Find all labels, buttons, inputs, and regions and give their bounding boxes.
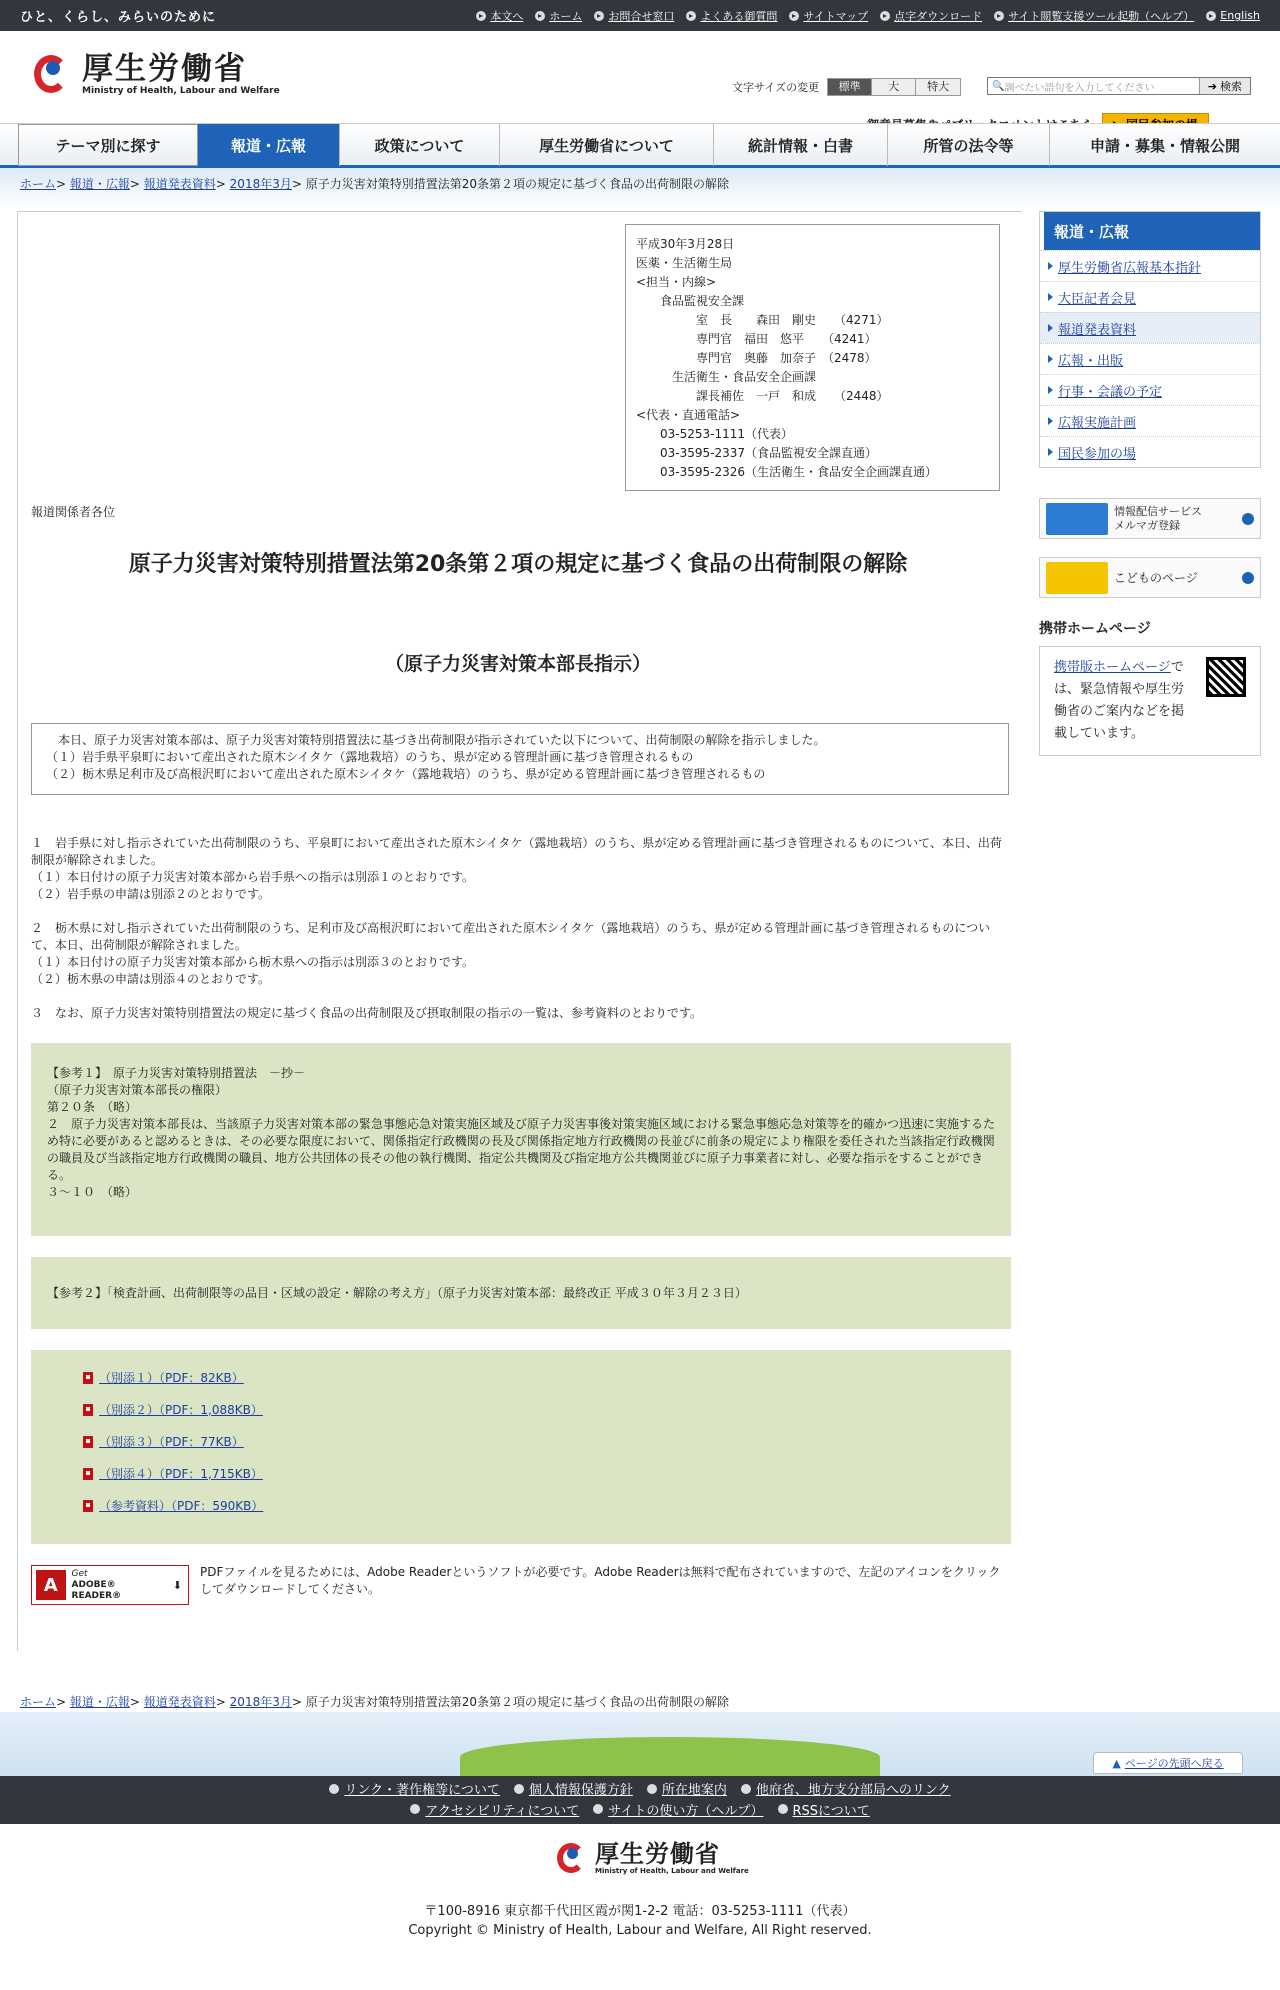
mhlw-logo-icon xyxy=(553,1840,589,1876)
font-size-control xyxy=(732,78,961,96)
nav-theme[interactable]: テーマ別に探す xyxy=(18,124,198,166)
reference-line: （原子力災害対策本部長の権限） xyxy=(47,1083,228,1097)
logo-text-en: Ministry of Health, Labour and Welfare xyxy=(82,86,280,96)
footer-logo xyxy=(553,1840,749,1876)
sidebar-nav xyxy=(1039,211,1261,468)
get-adobe-reader-button[interactable] xyxy=(31,1565,189,1605)
adobe-logo-icon: A xyxy=(36,1570,66,1600)
download-icon: ⬇ xyxy=(172,1578,182,1592)
global-nav xyxy=(0,123,1280,168)
arrow-icon xyxy=(1048,417,1053,425)
arrow-icon xyxy=(593,1804,603,1814)
footer-link-accessibility[interactable]: アクセシビリティについて xyxy=(410,1800,579,1819)
link-accessibility-tool[interactable]: サイト閲覧支援ツール起動（ヘルプ） xyxy=(994,8,1194,24)
body-paragraph: （２）栃木県の申請は別添４のとおりです。 xyxy=(31,972,271,986)
nav-laws[interactable]: 所管の法令等 xyxy=(888,124,1050,166)
arrow-icon xyxy=(514,1784,524,1794)
sidebar-item-events[interactable]: 行事・会議の予定 xyxy=(1040,374,1260,405)
utility-links xyxy=(476,8,1260,24)
body-paragraph: ２ 栃木県に対し指示されていた出荷制限のうち、足利市及び高根沢町において産出された原木シイタケ（露地栽培）のうち、県が定める管理計画に基づき管理されるものについて、本日、出荷制限が解除されました。 xyxy=(31,921,991,952)
pdf-icon xyxy=(83,1372,93,1384)
reference-1 xyxy=(31,1043,1011,1236)
footer-logo-en: Ministry of Health, Labour and Welfare xyxy=(595,1867,749,1875)
main-content xyxy=(17,211,1022,1651)
nav-policy[interactable]: 政策について xyxy=(340,124,500,166)
sidebar-item-participation[interactable]: 国民参加の場 xyxy=(1040,436,1260,467)
link-contact[interactable]: お問合せ窓口 xyxy=(594,8,674,24)
search-button[interactable]: ➔ 検索 xyxy=(1199,78,1250,94)
breadcrumb-month[interactable]: 2018年3月 xyxy=(229,1695,292,1709)
link-braille[interactable]: 点字ダウンロード xyxy=(880,8,982,24)
contact-info: 平成30年3月28日 医薬・生活衛生局 <担当・内線> 食品監視安全課 室 長 森田 剛史 （4271） 専門官 福田 悠平 （4241） 専門官 奥藤 加奈子 （2478） 生活衛生・食品安全企画課 課長補佐 一戸 和成 （2448） <代表・直通電話> 03-5253-1111（代表） 03-3595-2337（食品監視安全課直通） 03-3595-2326（生活衛生・食品安全企画課直通） xyxy=(625,224,1000,491)
breadcrumb-bottom: ホーム> 報道・広報> 報道発表資料> 2018年3月> 原子力災害対策特別措置法第20条第２項の規定に基づく食品の出荷制限の解除 xyxy=(20,1695,730,1709)
search-icon: 🔍 xyxy=(992,80,1005,92)
top-utility-bar xyxy=(0,0,1280,31)
pdf-icon xyxy=(83,1500,93,1512)
body-paragraph: １ 岩手県に対し指示されていた出荷制限のうち、平泉町において産出された原木シイタケ（露地栽培）のうち、県が定める管理計画に基づき管理されるものについて、本日、出荷制限が解除されました。 xyxy=(31,836,1002,867)
breadcrumb-releases[interactable]: 報道発表資料 xyxy=(143,177,216,191)
arrow-icon xyxy=(1242,572,1254,584)
breadcrumb-current: 原子力災害対策特別措置法第20条第２項の規定に基づく食品の出荷制限の解除 xyxy=(305,177,730,191)
pdf-icon xyxy=(83,1404,93,1416)
breadcrumb-home[interactable]: ホーム xyxy=(20,1695,57,1709)
mobile-site-link[interactable]: 携帯版ホームページ xyxy=(1054,660,1171,675)
arrow-icon xyxy=(410,1804,420,1814)
arrow-icon xyxy=(1048,293,1053,301)
arrow-icon xyxy=(789,11,799,21)
summary-line: 本日、原子力災害対策本部は、原子力災害対策特別措置法に基づき出荷制限が指示されていた以下について、出荷制限の解除を指示しました。 xyxy=(46,733,826,747)
arrow-icon xyxy=(594,11,604,21)
arrow-icon: ➔ xyxy=(1207,79,1217,93)
breadcrumb: ホーム> 報道・広報> 報道発表資料> 2018年3月> 原子力災害対策特別措置法第20条第２項の規定に基づく食品の出荷制限の解除 xyxy=(20,177,730,191)
body-text xyxy=(31,835,1009,1022)
qr-code-icon xyxy=(1206,657,1246,697)
mailmagazine-banner[interactable]: 情報配信サービス メルマガ登録 xyxy=(1039,498,1261,539)
link-skip-to-content[interactable]: 本文へ xyxy=(476,8,523,24)
attachment-link-reference[interactable]: （参考資料）（PDF：590KB） xyxy=(99,1498,264,1513)
body-paragraph: ３ なお、原子力災害対策特別措置法の規定に基づく食品の出荷制限及び摂取制限の指示の一覧は、参考資料のとおりです。 xyxy=(31,1006,703,1020)
logo-text-jp: 厚生労働省 xyxy=(82,51,247,87)
breadcrumb-month[interactable]: 2018年3月 xyxy=(229,177,292,191)
link-sitemap[interactable]: サイトマップ xyxy=(789,8,868,24)
sidebar-item-press-conference[interactable]: 大臣記者会見 xyxy=(1040,281,1260,312)
address-text: 〒100-8916 東京都千代田区霞が関1-2-2 電話：03-5253-1111（代表） xyxy=(424,1904,856,1919)
reference-line: 第２０条 （略） xyxy=(47,1100,138,1114)
mobile-text: では、緊急情報や厚生労働省のご案内などを掲載しています。 xyxy=(1054,660,1185,741)
sidebar-item-pr-plan[interactable]: 広報実施計画 xyxy=(1040,405,1260,436)
site-search xyxy=(987,77,1251,95)
arrow-icon xyxy=(778,1804,788,1814)
kids-icon xyxy=(1046,562,1108,594)
sidebar xyxy=(1039,211,1261,756)
town-illustration xyxy=(460,1737,880,1777)
nav-about[interactable]: 厚生労働省について xyxy=(500,124,714,166)
nav-statistics[interactable]: 統計情報・白書 xyxy=(714,124,888,166)
body-paragraph: （１）本日付けの原子力災害対策本部から岩手県への指示は別添１のとおりです。 xyxy=(31,870,475,884)
arrow-icon xyxy=(1242,513,1254,525)
sidebar-item-press-releases[interactable]: 報道発表資料 xyxy=(1040,312,1260,343)
sidebar-heading: 報道・広報 xyxy=(1040,212,1260,250)
breadcrumb-current: 原子力災害対策特別措置法第20条第２項の規定に基づく食品の出荷制限の解除 xyxy=(305,1695,730,1709)
attachment-link-1[interactable]: （別添１）（PDF：82KB） xyxy=(99,1370,244,1385)
copyright-text: Copyright © Ministry of Health, Labour and Welfare, All Right reserved. xyxy=(408,1923,872,1938)
site-header xyxy=(0,31,1280,123)
sidebar-item-pr-policy[interactable]: 厚生労働省広報基本指針 xyxy=(1040,250,1260,281)
breadcrumb-releases[interactable]: 報道発表資料 xyxy=(143,1695,216,1709)
footer-link-location[interactable]: 所在地案内 xyxy=(647,1779,727,1798)
link-english[interactable]: English xyxy=(1206,8,1260,24)
summary-line: （１）岩手県平泉町において産出された原木シイタケ（露地栽培）のうち、県が定める管理計画に基づき管理されるもの xyxy=(46,750,694,764)
reference-line: ２ 原子力災害対策本部長は、当該原子力災害対策本部の緊急事態応急対策実施区域及び原子力災害事後対策実施区域における緊急事態応急対策等を的確かつ迅速に実施するため特に必要があると認めるときは、その必要な限度において、関係指定行政機関の長及び関係指定地方行政機関の長並びに前条の規定により権限を委任された当該指定行政機関の職員及び当該指定地方行政機関の職員、地方公共団体の長その他の執行機関、指定公共機関及び指定地方公共機関並びに原子力事業者に対し、必要な指示をすることができる。 xyxy=(47,1117,996,1182)
arrow-icon xyxy=(1048,386,1053,394)
pdf-icon xyxy=(83,1468,93,1480)
mobile-heading: 携帯ホームページ xyxy=(1039,621,1151,637)
back-to-top-button[interactable]: ▲ ページの先頭へ戻る xyxy=(1093,1752,1243,1774)
breadcrumb-home[interactable]: ホーム xyxy=(20,177,57,191)
arrow-icon xyxy=(1048,262,1053,270)
page-subtitle: （原子力災害対策本部長指示） xyxy=(384,653,651,675)
attachment-link-4[interactable]: （別添４）（PDF：1,715KB） xyxy=(99,1466,263,1481)
pdf-icon xyxy=(83,1436,93,1448)
nav-applications[interactable]: 申請・募集・情報公開 xyxy=(1089,136,1240,155)
arrow-icon xyxy=(880,11,890,21)
arrow-icon xyxy=(1048,448,1053,456)
envelope-icon xyxy=(1046,503,1108,535)
arrow-up-icon: ▲ xyxy=(1112,1756,1121,1770)
font-size-label: 文字サイズの変更 xyxy=(732,81,820,94)
summary-line: （２）栃木県足利市及び高根沢町において産出された原木シイタケ（露地栽培）のうち、県が定める管理計画に基づき管理されるもの xyxy=(46,767,766,781)
arrow-icon xyxy=(329,1784,339,1794)
home-icon xyxy=(535,11,545,21)
addressee: 報道関係者各位 xyxy=(31,505,116,519)
link-home[interactable]: ホーム xyxy=(535,8,582,24)
page-title: 原子力災害対策特別措置法第20条第２項の規定に基づく食品の出荷制限の解除 xyxy=(128,552,908,577)
arrow-icon xyxy=(741,1784,751,1794)
footer-link-help[interactable]: サイトの使い方（ヘルプ） xyxy=(593,1800,763,1819)
footer-link-rss[interactable]: RSSについて xyxy=(778,1800,870,1819)
body-paragraph: （２）岩手県の申請は別添２のとおりです。 xyxy=(31,887,271,901)
summary-box xyxy=(31,723,1009,795)
attachment-link-2[interactable]: （別添２）（PDF：1,088KB） xyxy=(99,1402,263,1417)
sidebar-item-publications[interactable]: 広報・出版 xyxy=(1040,343,1260,374)
adobe-badge-small: Get xyxy=(71,1568,88,1579)
breadcrumb-press[interactable]: 報道・広報 xyxy=(69,177,130,191)
footer-link-other-ministries[interactable]: 他府省、地方支分部局へのリンク xyxy=(741,1779,951,1798)
attachment-link-3[interactable]: （別添３）（PDF：77KB） xyxy=(99,1434,244,1449)
adobe-badge-big: ADOBE® READER® xyxy=(71,1579,122,1601)
arrow-icon xyxy=(1048,324,1053,332)
arrow-icon xyxy=(1048,355,1053,363)
reference-line: 【参考１】 原子力災害対策特別措置法 －抄－ xyxy=(47,1066,306,1080)
search-input[interactable]: 調べたい語句を入力してください xyxy=(1004,82,1155,94)
body-paragraph: （１）本日付けの原子力災害対策本部から栃木県への指示は別添３のとおりです。 xyxy=(31,955,475,969)
footer-nav xyxy=(0,1776,1280,1824)
mobile-box xyxy=(1039,646,1261,756)
font-size-standard-button[interactable]: 標準 xyxy=(828,79,872,95)
arrow-icon xyxy=(994,11,1004,21)
arrow-icon xyxy=(1206,11,1216,21)
adobe-note: PDFファイルを見るためには、Adobe Readerというソフトが必要です。Adobe Readerは無料で配布されていますので、左記のアイコンをクリックしてダウンロードしてください。 xyxy=(200,1565,1001,1596)
site-logo[interactable] xyxy=(28,51,280,97)
footer-link-copyright[interactable]: リンク・著作権等について xyxy=(329,1779,499,1798)
nav-press[interactable]: 報道・広報 xyxy=(198,124,340,166)
reference-2: 【参考２】「検査計画、出荷制限等の品目・区域の設定・解除の考え方」（原子力災害対策本部：最終改正 平成３０年３月２３日） xyxy=(31,1257,1011,1329)
footer-address xyxy=(0,1902,1280,1940)
font-size-xlarge-button[interactable]: 特大 xyxy=(916,79,960,95)
attachments xyxy=(31,1350,1011,1544)
arrow-icon xyxy=(686,11,696,21)
link-faq[interactable]: よくある御質問 xyxy=(686,8,777,24)
reference-line: ３～１０ （略） xyxy=(47,1185,138,1199)
kids-page-banner[interactable]: こどものページ xyxy=(1039,557,1261,598)
arrow-icon xyxy=(647,1784,657,1794)
footer-logo-jp: 厚生労働省 xyxy=(595,1840,720,1868)
footer-link-privacy[interactable]: 個人情報保護方針 xyxy=(514,1779,633,1798)
tagline: ひと、くらし、みらいのために xyxy=(20,10,217,25)
mhlw-logo-icon xyxy=(28,51,74,97)
arrow-icon xyxy=(476,11,486,21)
font-size-large-button[interactable]: 大 xyxy=(872,79,916,95)
breadcrumb-press[interactable]: 報道・広報 xyxy=(69,1695,130,1709)
